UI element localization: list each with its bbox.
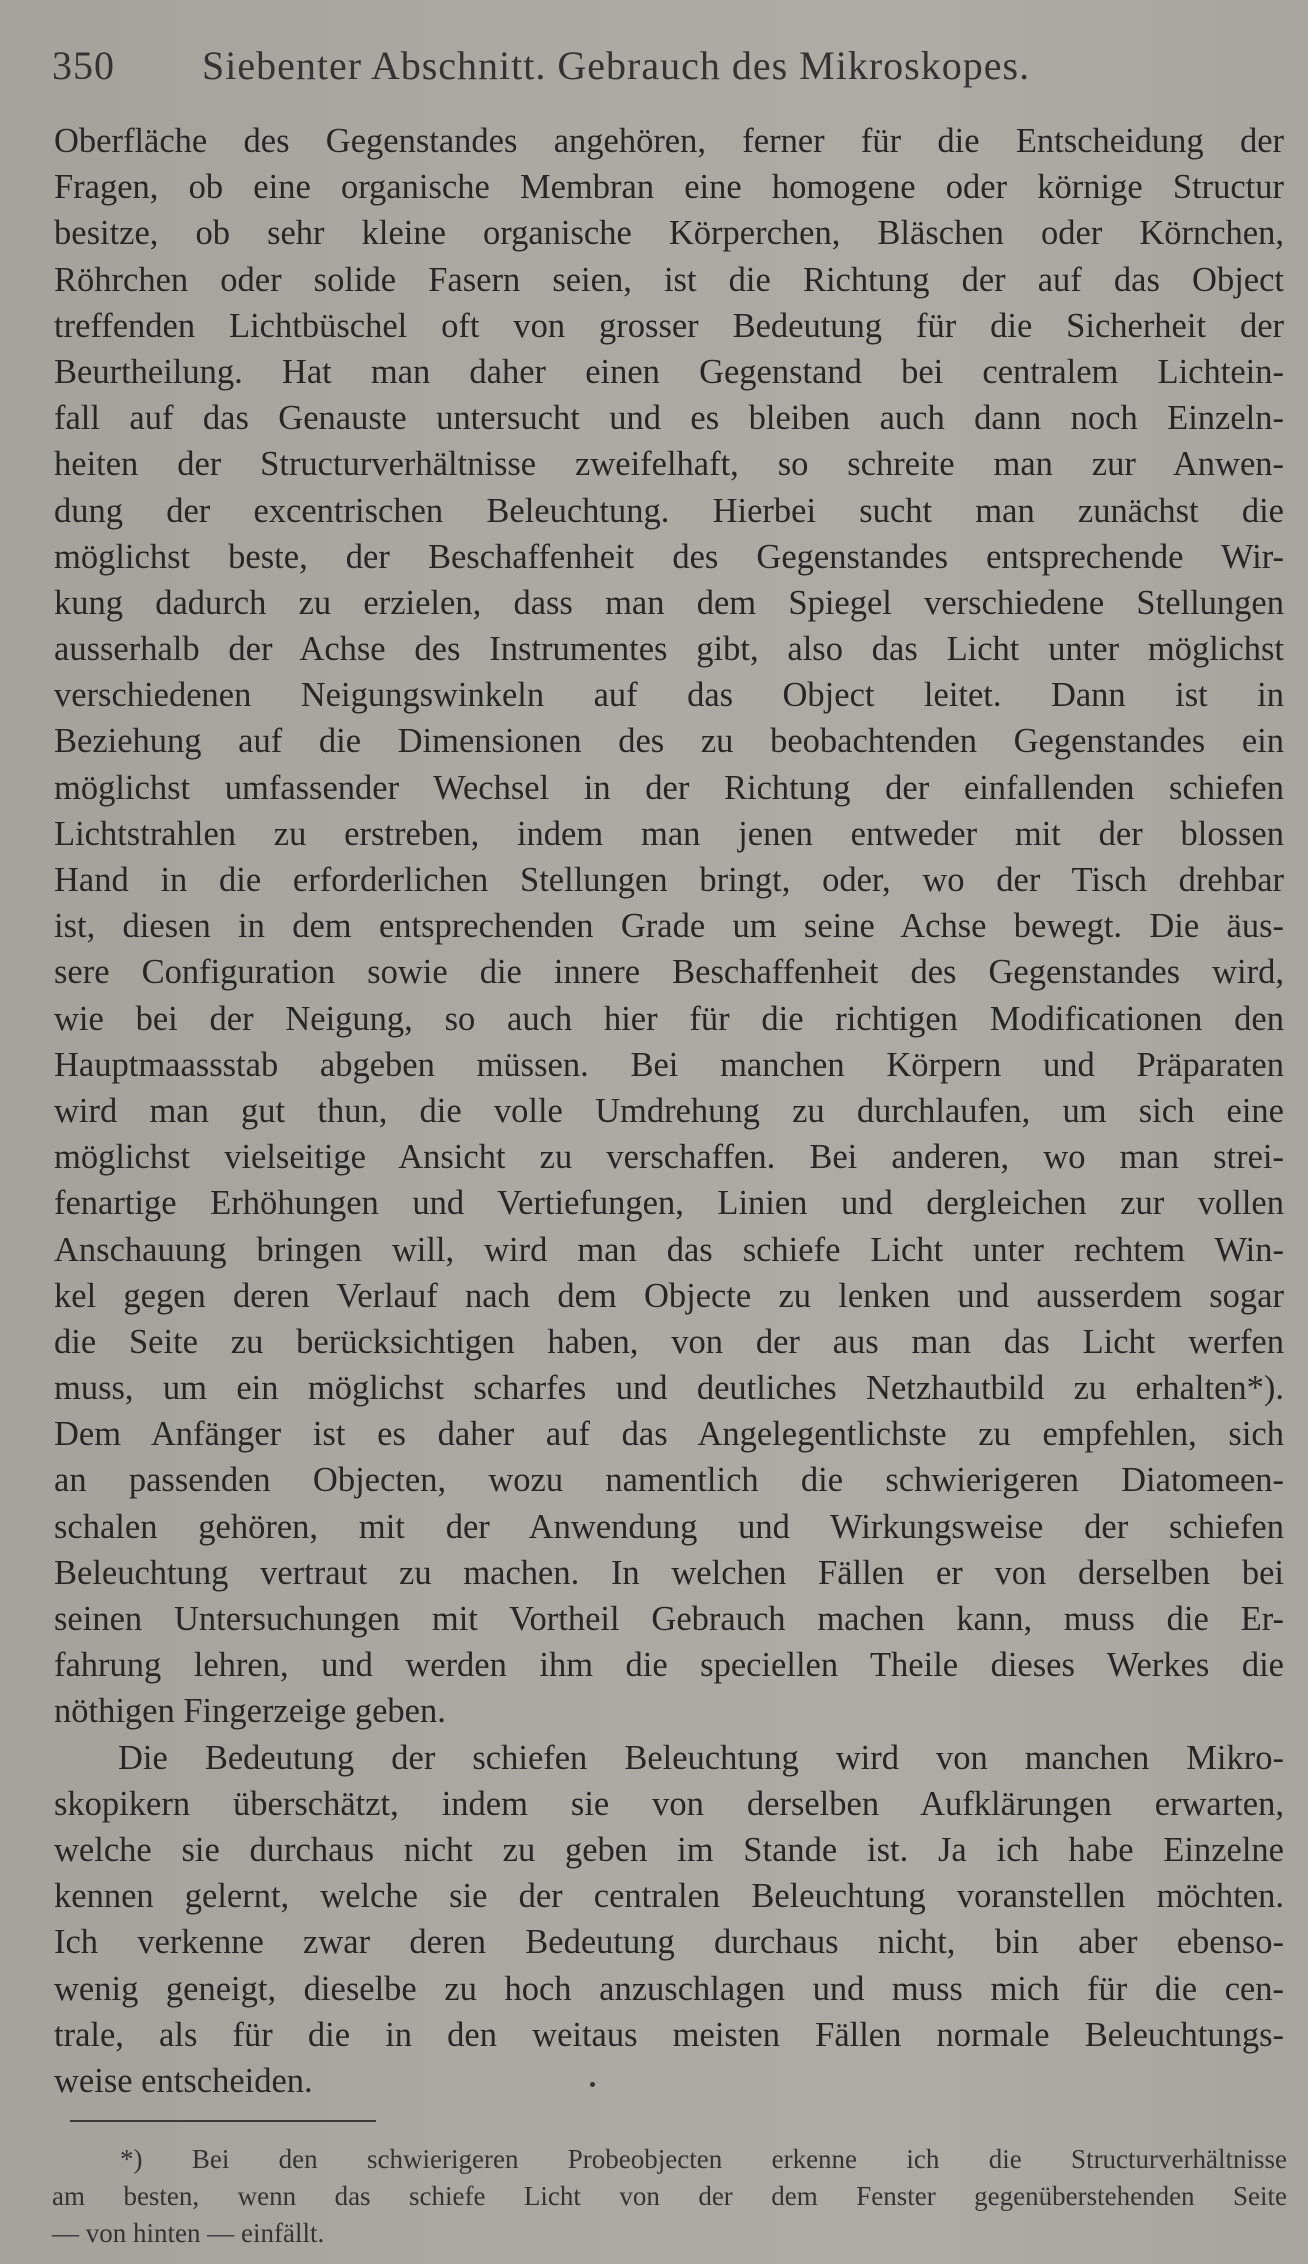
text-line: schalen gehören, mit der Anwendung und Wirkungsweise der schiefen: [54, 1507, 1284, 1546]
text-line: möglichst umfassender Wechsel in der Richtung der einfallenden schiefen: [54, 768, 1284, 807]
text-line: dung der excentrischen Beleuchtung. Hierbei sucht man zunächst die: [54, 491, 1284, 530]
text-line: Beleuchtung vertraut zu machen. In welchen Fällen er von derselben bei: [54, 1553, 1284, 1592]
footnote-rule: [70, 2120, 376, 2122]
text-line: wie bei der Neigung, so auch hier für die richtigen Modificationen den: [54, 999, 1284, 1038]
page-number: 350: [52, 43, 115, 88]
text-line: Oberfläche des Gegenstandes angehören, ferner für die Entscheidung der: [54, 122, 1284, 160]
text-line: fall auf das Genauste untersucht und es bleiben auch dann noch Einzeln-: [54, 399, 1284, 438]
text-line: sere Configuration sowie die innere Beschaffenheit des Gegenstandes wird,: [54, 953, 1284, 992]
text-line: möglichst beste, der Beschaffenheit des Gegenstandes entsprechende Wir-: [54, 537, 1284, 576]
text-line: kel gegen deren Verlauf nach dem Objecte zu lenken und ausserdem sogar: [54, 1276, 1284, 1315]
paragraph-end-line: weise entscheiden.: [54, 2061, 313, 2100]
text-line: Lichtstrahlen zu erstreben, indem man jenen entweder mit der blossen: [54, 814, 1284, 853]
text-line: fahrung lehren, und werden ihm die speciellen Theile dieses Werkes die: [54, 1646, 1284, 1685]
text-line: treffenden Lichtbüschel oft von grosser Bedeutung für die Sicherheit der: [54, 306, 1284, 345]
footnote: [52, 2141, 1287, 2252]
text-line: Ich verkenne zwar deren Bedeutung durchaus nicht, bin aber ebenso-: [54, 1923, 1284, 1962]
text-line: Röhrchen oder solide Fasern seien, ist die Richtung der auf das Object: [54, 260, 1284, 299]
text-line: Dem Anfänger ist es daher auf das Angelegentlichste zu empfehlen, sich: [54, 1415, 1284, 1454]
text-line: möglichst vielseitige Ansicht zu verschaffen. Bei anderen, wo man strei-: [54, 1138, 1284, 1177]
text-line: wird man gut thun, die volle Umdrehung zu durchlaufen, um sich eine: [54, 1091, 1284, 1130]
text-line: die Seite zu berücksichtigen haben, von der aus man das Licht werfen: [54, 1322, 1284, 1361]
text-line: Fragen, ob eine organische Membran eine homogene oder körnige Structur: [54, 168, 1284, 207]
text-line: trale, als für die in den weitaus meisten Fällen normale Beleuchtungs-: [54, 2015, 1284, 2054]
footnote-line: am besten, wenn das schiefe Licht von der dem Fenster gegenüberstehenden Seite: [52, 2181, 1287, 2211]
paragraph-end-line: nöthigen Fingerzeige geben.: [54, 1692, 446, 1731]
running-title: Siebenter Abschnitt. Gebrauch des Mikroskopes.: [202, 43, 1031, 88]
text-line: heiten der Structurverhältnisse zweifelhaft, so schreite man zur Anwen-: [54, 445, 1284, 484]
text-line: seinen Untersuchungen mit Vortheil Gebrauch machen kann, muss die Er-: [54, 1600, 1284, 1638]
text-line: Hand in die erforderlichen Stellungen bringt, oder, wo der Tisch drehbar: [54, 861, 1284, 899]
body-text: [54, 118, 1284, 2104]
text-line: ist, diesen in dem entsprechenden Grade um seine Achse bewegt. Die äus-: [54, 907, 1284, 946]
text-line: welche sie durchaus nicht zu geben im Stande ist. Ja ich habe Einzelne: [54, 1830, 1284, 1869]
text-line: fenartige Erhöhungen und Vertiefungen, Linien und dergleichen zur vollen: [54, 1184, 1284, 1223]
text-line: an passenden Objecten, wozu namentlich die schwierigeren Diatomeen-: [54, 1461, 1284, 1500]
text-line: kung dadurch zu erzielen, dass man dem Spiegel verschiedene Stellungen: [54, 583, 1284, 622]
text-line: verschiedenen Neigungswinkeln auf das Object leitet. Dann ist in: [54, 676, 1284, 715]
text-line: Beziehung auf die Dimensionen des zu beobachtenden Gegenstandes ein: [54, 722, 1284, 761]
text-line: muss, um ein möglichst scharfes und deutliches Netzhautbild zu erhalten*).: [54, 1369, 1284, 1408]
text-line: ausserhalb der Achse des Instrumentes gibt, also das Licht unter möglichst: [54, 630, 1284, 669]
text-line: besitze, ob sehr kleine organische Körperchen, Bläschen oder Körnchen,: [54, 214, 1284, 253]
print-speck: [590, 2082, 595, 2087]
text-line: wenig geneigt, dieselbe zu hoch anzuschlagen und muss mich für die cen-: [54, 1969, 1284, 2008]
text-line: kennen gelernt, welche sie der centralen Beleuchtung voranstellen möchten.: [54, 1877, 1284, 1916]
text-line: Anschauung bringen will, wird man das schiefe Licht unter rechtem Win-: [54, 1230, 1284, 1269]
text-line: Hauptmaassstab abgeben müssen. Bei manchen Körpern und Präparaten: [54, 1045, 1284, 1084]
text-line: skopikern überschätzt, indem sie von derselben Aufklärungen erwarten,: [54, 1784, 1284, 1823]
paragraph-start-line: Die Bedeutung der schiefen Beleuchtung wird von manchen Mikro-: [118, 1738, 1284, 1777]
footnote-line: — von hinten — einfällt.: [52, 2218, 325, 2248]
text-line: Beurtheilung. Hat man daher einen Gegenstand bei centralem Lichtein-: [54, 352, 1284, 391]
footnote-line: *) Bei den schwierigeren Probeobjecten erkenne ich die Structurverhältnisse: [120, 2144, 1287, 2174]
page-header: [52, 42, 1292, 89]
